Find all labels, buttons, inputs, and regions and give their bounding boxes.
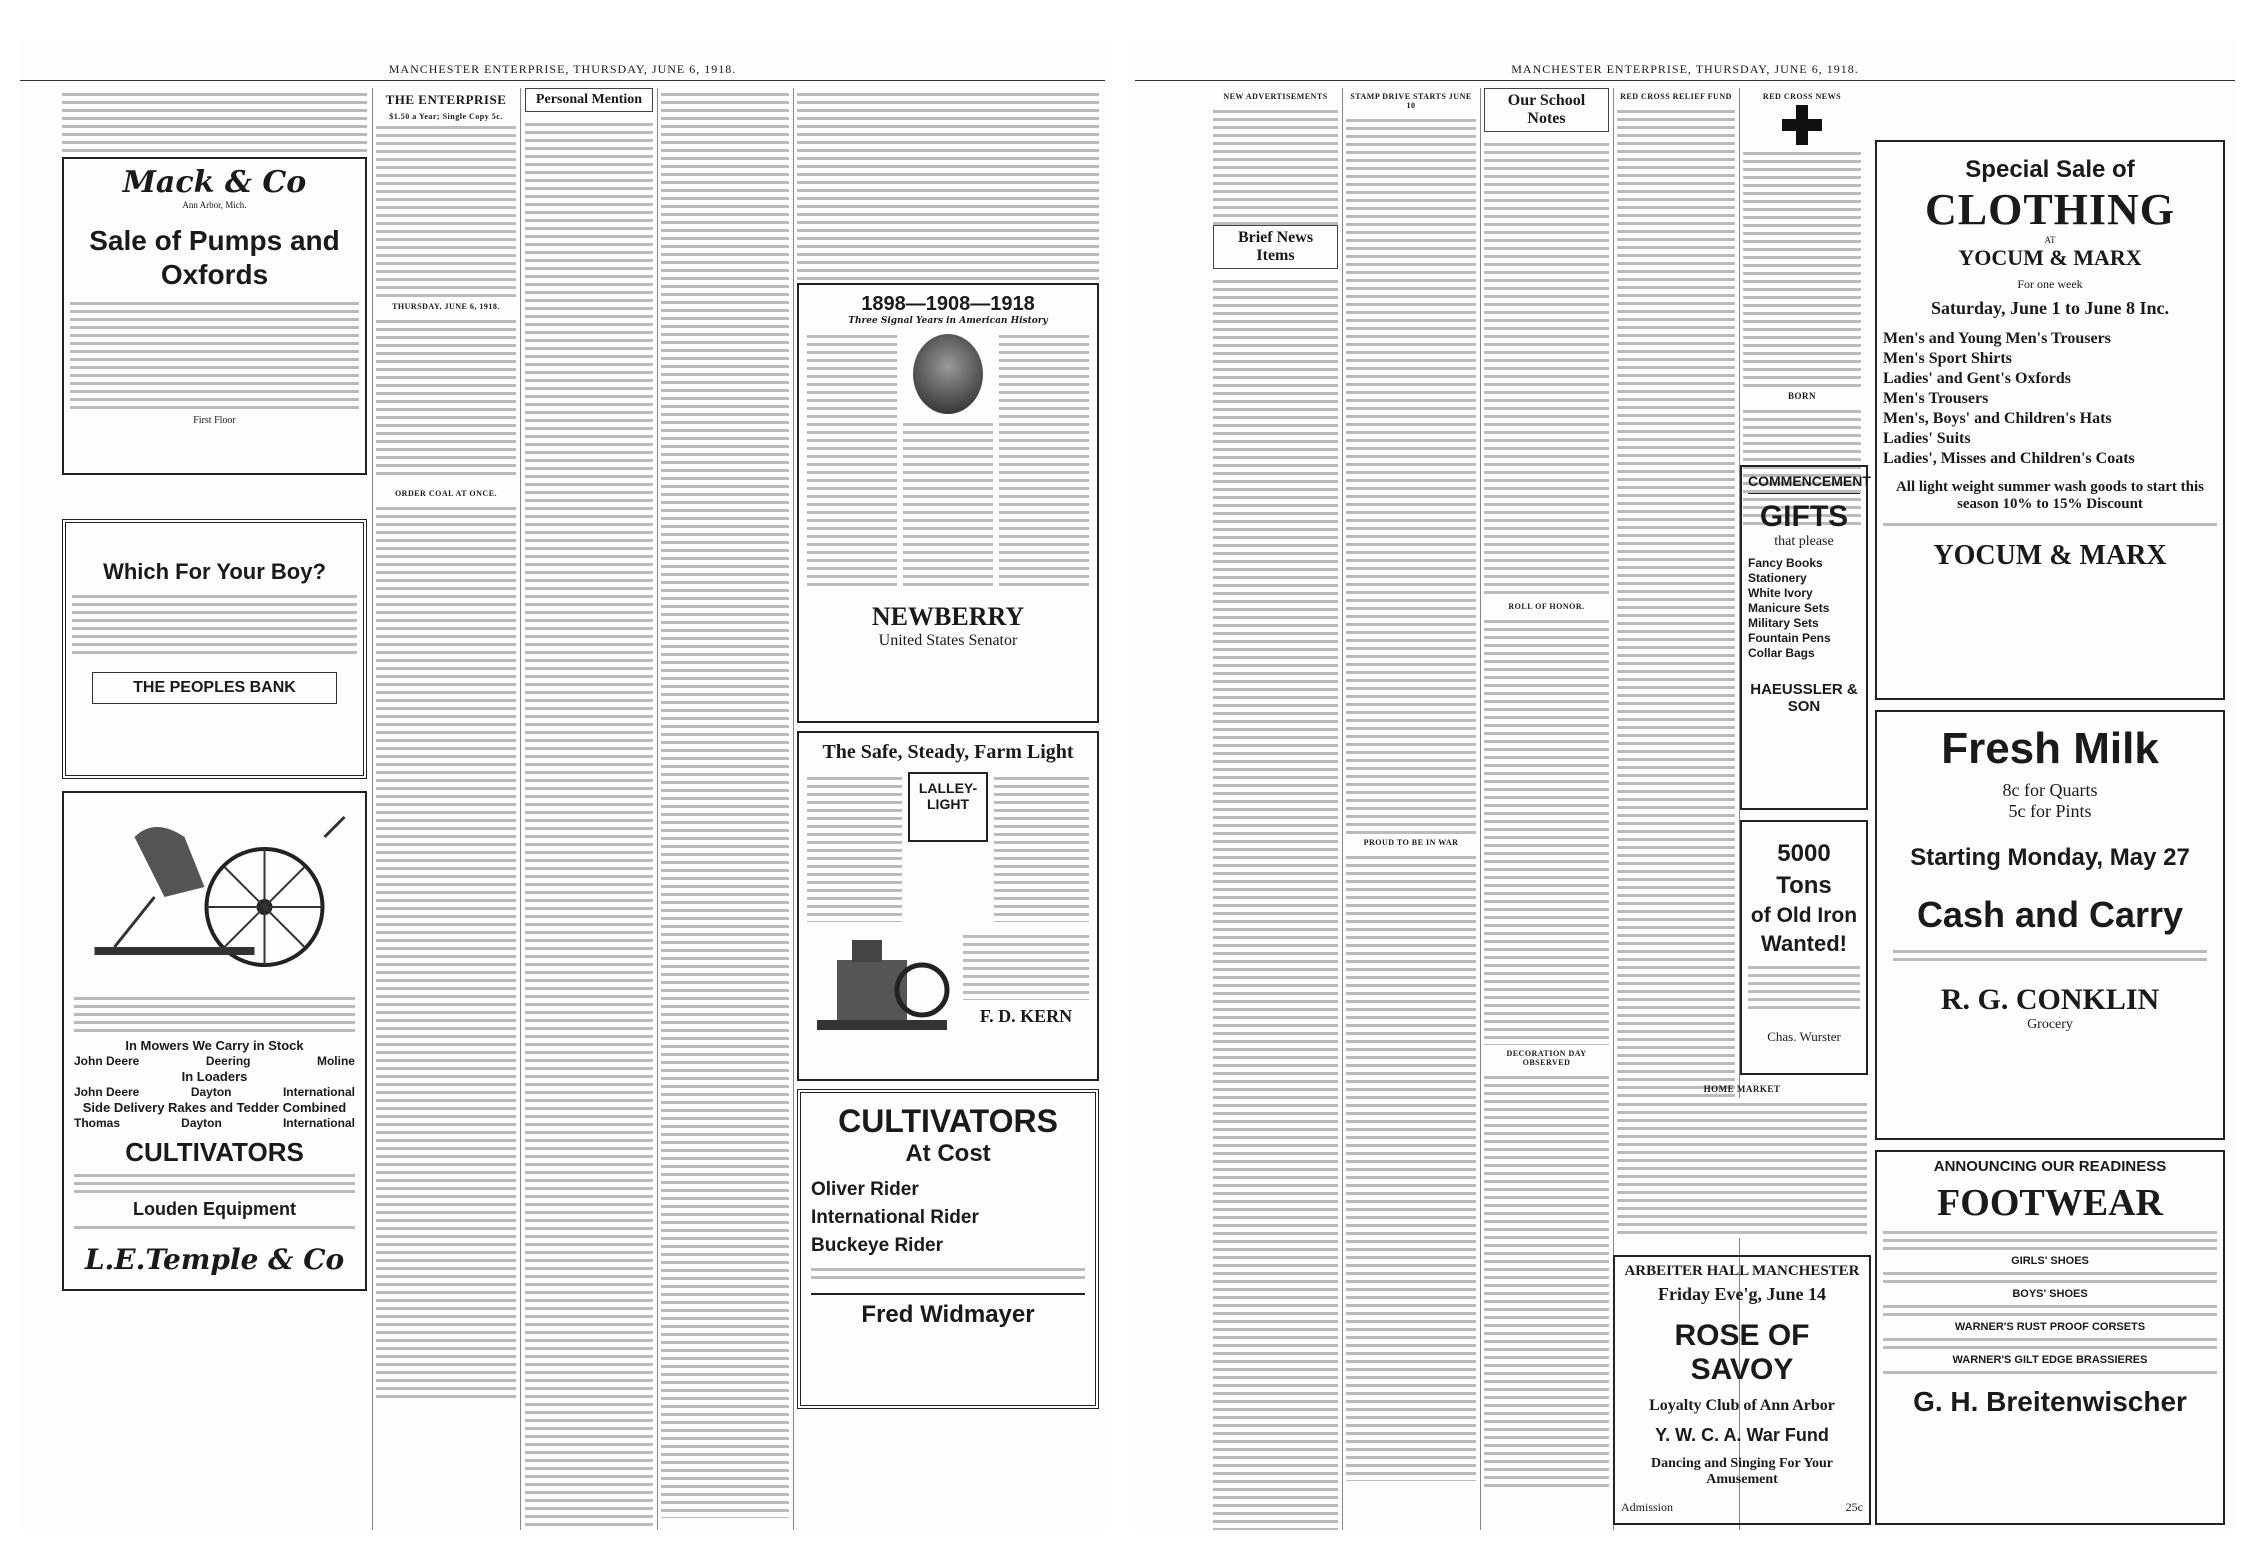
mack-floor: First Floor [193, 415, 236, 426]
mower-brand: John Deere [74, 1054, 140, 1068]
classified-text [62, 93, 367, 157]
clothing-at: AT [2044, 235, 2056, 245]
newberry-office: United States Senator [878, 632, 1018, 649]
personal-mention-header: Personal Mention [525, 88, 653, 112]
order-coal-heading: ORDER COAL AT ONCE. [394, 489, 498, 498]
widmayer-sub: At Cost [905, 1140, 991, 1167]
stamp-drive-heading: STAMP DRIVE STARTS JUNE 10 [1350, 92, 1472, 110]
iron-line2: of Old Iron [1750, 904, 1858, 927]
newspaper-page-left [20, 40, 1105, 1530]
lalley-logo: LALLEY-LIGHT [918, 780, 978, 812]
proud-heading: PROUD TO BE IN WAR [1363, 838, 1459, 847]
clothing-dates: Saturday, June 1 to June 8 Inc. [1930, 298, 2170, 318]
peoples-bank-ad [62, 519, 367, 779]
commencement-title: COMMENCEMENT [1748, 473, 1860, 494]
clothing-item: Ladies', Misses and Children's Coats [1883, 450, 2135, 467]
right-col-2 [1346, 88, 1476, 1530]
gift-item: Stationery [1748, 571, 1807, 585]
newspaper-page-right [1135, 40, 2235, 1530]
masthead-left: MANCHESTER ENTERPRISE, THURSDAY, JUNE 6, 1918. [388, 62, 737, 76]
bank-name: THE PEOPLES BANK [92, 672, 337, 704]
brief-news-body [1213, 275, 1338, 1530]
left-col-ads [62, 88, 367, 1530]
news-body [661, 88, 789, 1518]
side-brand: Dayton [181, 1116, 222, 1130]
mower-illustration [74, 797, 355, 987]
footwear-title: FOOTWEAR [1937, 1182, 2163, 1224]
savoy-price: 25c [1845, 1500, 1863, 1514]
milk-starting: Starting Monday, May 27 [1910, 844, 2190, 871]
temple-ad [62, 791, 367, 1291]
milk-cash: Cash and Carry [1916, 894, 2184, 935]
fresh-milk-ad [1875, 710, 2225, 1140]
gift-item: White Ivory [1748, 586, 1813, 600]
lalley-ad [797, 731, 1099, 1081]
gift-item: Collar Bags [1748, 646, 1815, 660]
temple-logo: L.E.Temple & Co [84, 1243, 345, 1276]
gift-item: Fountain Pens [1748, 631, 1831, 645]
lalley-dealer: F. D. KERN [979, 1006, 1073, 1026]
clothing-item: Men's and Young Men's Trousers [1883, 330, 2111, 347]
loader-brand: International [282, 1085, 355, 1099]
widmayer-item: International Rider [811, 1207, 979, 1228]
savoy-date: Friday Eve'g, June 14 [1657, 1284, 1826, 1304]
left-col-news [661, 88, 789, 1530]
rose-of-savoy-ad [1613, 1255, 1871, 1525]
clothing-item: Ladies' and Gent's Oxfords [1883, 370, 2072, 387]
old-iron-ad [1740, 820, 1868, 1075]
footwear-name: G. H. Breitenwischer [1913, 1386, 2187, 1417]
mower-brand: Moline [316, 1054, 355, 1068]
editorial-body [376, 502, 516, 1402]
clothing-special: Special Sale of [1965, 156, 2135, 183]
born-heading: BORN [1787, 391, 1816, 401]
clothing-store: YOCUM & MARX [1958, 245, 2142, 270]
mower-brand: Deering [205, 1054, 251, 1068]
right-col-3 [1484, 88, 1609, 1530]
red-cross-icon [1782, 105, 1822, 145]
mack-title: Sale of Pumps and Oxfords [89, 225, 340, 290]
enterprise-header: THE ENTERPRISE [385, 92, 507, 107]
personal-mention-body [525, 118, 653, 1530]
widmayer-item: Buckeye Rider [811, 1235, 944, 1256]
red-cross-news-heading: RED CROSS NEWS [1762, 92, 1842, 101]
footwear-ad [1875, 1150, 2225, 1525]
clothing-week: For one week [2017, 277, 2083, 291]
temple-side-heading: Side Delivery Rakes and Tedder Combined [82, 1100, 347, 1115]
widmayer-ad [797, 1089, 1099, 1409]
gift-item: Military Sets [1748, 616, 1819, 630]
bank-title: Which For Your Boy? [103, 559, 326, 584]
gifts-please: that please [1774, 534, 1834, 549]
savoy-admission: Admission [1621, 1500, 1674, 1514]
footwear-corsets: WARNER'S RUST PROOF CORSETS [1954, 1321, 2146, 1333]
widmayer-name: Fred Widmayer [811, 1293, 1085, 1329]
clothing-footer: YOCUM & MARX [1933, 540, 2167, 571]
savoy-dancing: Dancing and Singing For Your Amusement [1650, 1456, 1834, 1487]
clothing-item: Men's Trousers [1883, 390, 1989, 407]
mack-ad [62, 157, 367, 475]
newberry-ad [797, 283, 1099, 723]
milk-quarts: 8c for Quarts [2002, 780, 2098, 800]
milk-pints: 5c for Pints [2008, 801, 2092, 821]
clothing-ad [1875, 140, 2225, 700]
right-col-1 [1213, 88, 1338, 1530]
footwear-brassieres: WARNER'S GILT EDGE BRASSIERES [1952, 1354, 2148, 1366]
widmayer-title: CULTIVATORS [838, 1103, 1058, 1139]
temple-cultivators: CULTIVATORS [125, 1137, 304, 1167]
loader-brand: John Deere [74, 1085, 140, 1099]
widmayer-item: Oliver Rider [811, 1179, 919, 1200]
footwear-boys: BOYS' SHOES [2012, 1288, 2088, 1300]
newberry-portrait [913, 334, 983, 414]
lalley-engine-illustration [807, 930, 957, 1040]
side-brand: Thomas [74, 1116, 121, 1130]
page-gutter [1108, 0, 1132, 1553]
clothing-item: Men's Sport Shirts [1883, 350, 2012, 367]
masthead-right: MANCHESTER ENTERPRISE, THURSDAY, JUNE 6, 1918. [1511, 62, 1859, 76]
decoration-day-heading: DECORATION DAY OBSERVED [1506, 1049, 1587, 1067]
enterprise-date: THURSDAY, JUNE 6, 1918. [392, 302, 500, 311]
temple-louden: Louden Equipment [133, 1199, 296, 1219]
school-notes-header: Our School Notes [1484, 88, 1609, 132]
enterprise-sub: $1.50 a Year; Single Copy 5c. [389, 112, 503, 121]
savoy-title: ROSE OF SAVOY [1674, 1319, 1810, 1386]
clothing-item: Ladies' Suits [1883, 430, 1971, 447]
temple-loaders-heading: In Loaders [181, 1069, 248, 1084]
roll-of-honor-heading: ROLL OF HONOR. [1508, 602, 1585, 611]
savoy-given: Loyalty Club of Ann Arbor [1649, 1397, 1835, 1414]
clothing-wash: All light weight summer wash goods to start this season 10% to 15% Discount [1895, 479, 2205, 512]
newberry-name: NEWBERRY [871, 602, 1025, 631]
gift-item: Fancy Books [1748, 556, 1823, 570]
lalley-title: The Safe, Steady, Farm Light [822, 741, 1074, 763]
commencement-ad [1740, 465, 1871, 810]
brief-news-header: Brief News Items [1213, 225, 1338, 269]
relief-fund-heading: RED CROSS RELIEF FUND [1620, 92, 1732, 101]
iron-line1: 5000 Tons [1776, 840, 1832, 899]
newberry-tagline: Three Signal Years in American History [848, 316, 1048, 326]
iron-name: Chas. Wurster [1767, 1029, 1841, 1044]
iron-line3: Wanted! [1761, 931, 1847, 956]
left-col-personal [525, 88, 653, 1530]
savoy-hall: ARBEITER HALL MANCHESTER [1624, 1263, 1860, 1279]
footwear-girls: GIRLS' SHOES [2011, 1255, 2089, 1267]
milk-name: R. G. CONKLIN [1940, 983, 2160, 1016]
loader-brand: Dayton [190, 1085, 232, 1099]
temple-mowers-heading: In Mowers We Carry in Stock [125, 1038, 304, 1053]
gift-item: Manicure Sets [1748, 601, 1830, 615]
newberry-years: 1898—1908—1918 [861, 293, 1035, 315]
commencement-store: HAEUSSLER & SON [1750, 681, 1858, 715]
home-market [1617, 1080, 1867, 1250]
footwear-announce: ANNOUNCING OUR READINESS [1933, 1158, 2167, 1175]
milk-title: Fresh Milk [1941, 724, 2159, 773]
home-market-heading: HOME MARKET [1703, 1084, 1781, 1094]
left-col-ads-right [797, 88, 1099, 1530]
milk-grocery: Grocery [2027, 1017, 2073, 1032]
mack-city: Ann Arbor, Mich. [182, 200, 247, 210]
new-ads-header: NEW ADVERTISEMENTS [1223, 92, 1328, 101]
gifts-title: GIFTS [1759, 500, 1849, 533]
savoy-fund: Y. W. C. A. War Fund [1655, 1425, 1829, 1445]
mack-logo: Mack & Co [122, 165, 307, 200]
side-brand: International [282, 1116, 355, 1130]
left-col-editorial [376, 88, 516, 1530]
clothing-title: CLOTHING [1924, 185, 2176, 234]
clothing-item: Men's, Boys' and Children's Hats [1883, 410, 2112, 427]
